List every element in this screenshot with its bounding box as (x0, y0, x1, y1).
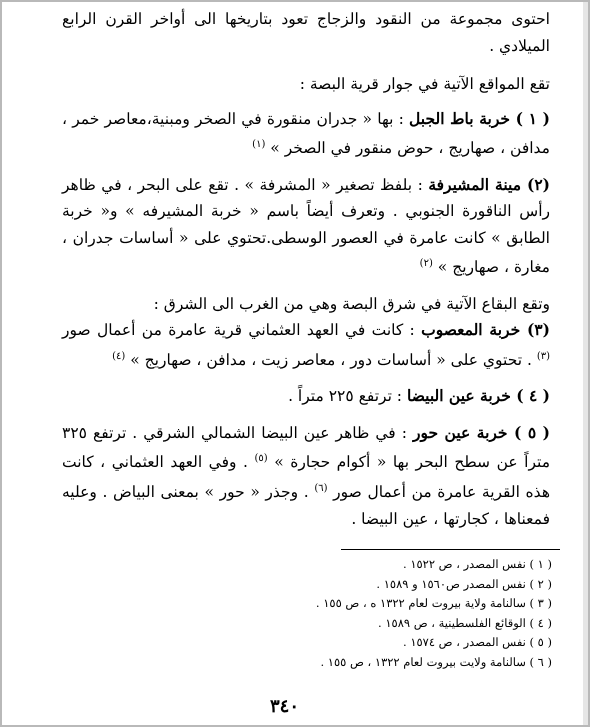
site-3-text-b: . تحتوي على « أساسات دور ، معاصر زيت ، مدافن ، صهاريج » (130, 350, 532, 369)
footnote-ref-5[interactable]: (٥) (254, 453, 268, 465)
footnote-6: ( ٦ ) سالنامة ولايت بيروت لعام ١٣٢٢ ، ص ١٥٥ . (320, 654, 552, 669)
footnote-5: ( ٥ ) نفس المصدر ، ص ١٥٧٤ . (403, 635, 552, 649)
sites-heading: تقع المواقع الآتية في جوار قرية البصة : (299, 75, 550, 93)
site-3-paragraph (62, 317, 550, 373)
site-4-text: : ترتفع ٢٢٥ متراً . (288, 387, 403, 406)
site-3-text-a: : كانت في العهد العثماني قرية عامرة من أعمال صور (62, 321, 415, 340)
site-1-paragraph (62, 106, 550, 162)
site-5-paragraph (62, 420, 550, 532)
site-2-paragraph (62, 172, 550, 281)
site-5-text-c: . وجذر « حور » بمعنى البياض . وعليه فمعناها ، كجارتها ، عين البيضا . (62, 483, 550, 528)
site-2-name: (٢) مينة المشيرفة (428, 174, 550, 194)
east-heading: وتقع البقاع الآتية في شرق البصة وهي من الغرب الى الشرق : (153, 294, 550, 313)
site-4-name: ( ٤ ) خربة عين البيضا (406, 386, 550, 406)
site-1-name: ( ١ ) خربة باط الجبل (409, 108, 550, 128)
footnote-4: ( ٤ ) الوقائع الفلسطينية ، ص ١٥٨٩ . (378, 615, 552, 630)
footnote-ref-1[interactable]: (١) (252, 139, 266, 150)
footnote-2: ( ٢ ) نفس المصدر ص١٥٦٠ و ١٥٨٩ . (376, 576, 552, 591)
site-4-paragraph (62, 383, 550, 410)
site-5-text-a: : في ظاهر عين البيضا الشمالي الشرقي . ترتفع ٣٢٥ متراً عن سطح البحر بها « أكوام حجارة » (62, 423, 551, 472)
site-2-text: : بلفظ تصغير « المشرفة » . تقع على البحر ، في ظاهر رأس الناقورة الجنوبي . وتعرف أيضاً باسم « خربة المشيرفه » و« خربة الطابق » كانت عامرة في العصور الوسطى.تحتوي على « أساسات جدران ، مغارة ، صهاريج » (62, 175, 550, 277)
site-3-name: (٣) خربة المعصوب (421, 320, 550, 340)
site-1-text: : بها « جدران منقورة في الصخر ومبنية،معاصر خمر ، مدافن ، صهاريج ، حوض منقور في الصخر » (62, 109, 550, 158)
footnote-separator (341, 549, 560, 550)
footnote-ref-2[interactable]: (٢) (419, 258, 433, 270)
intro-paragraph: احتوى مجموعة من النقود والزجاج تعود بتاريخها الى أواخر القرن الرابع الميلادي . (62, 10, 550, 55)
footnote-ref-4[interactable]: (٤) (112, 350, 126, 362)
footnotes (315, 555, 552, 672)
page-number: ٣٤٠ (270, 696, 300, 717)
site-5-name: ( ٥ ) خربة عين حور (412, 422, 550, 442)
site-5-text-b: . وفي العهد العثماني ، كانت هذه القرية عامرة من أعمال صور (62, 453, 550, 502)
vertical-scrollbar[interactable] (583, 2, 588, 725)
footnote-ref-6[interactable]: (٦) (314, 483, 328, 495)
footnote-1: ( ١ ) نفس المصدر ، ص ١٥٢٢ . (403, 557, 552, 571)
footnote-ref-3[interactable]: (٣) (536, 350, 550, 362)
footnote-3: ( ٣ ) سالنامة ولاية بيروت لعام ١٣٢٢ ه ، ص ١٥٥ . (315, 596, 552, 610)
body-text (62, 6, 550, 532)
